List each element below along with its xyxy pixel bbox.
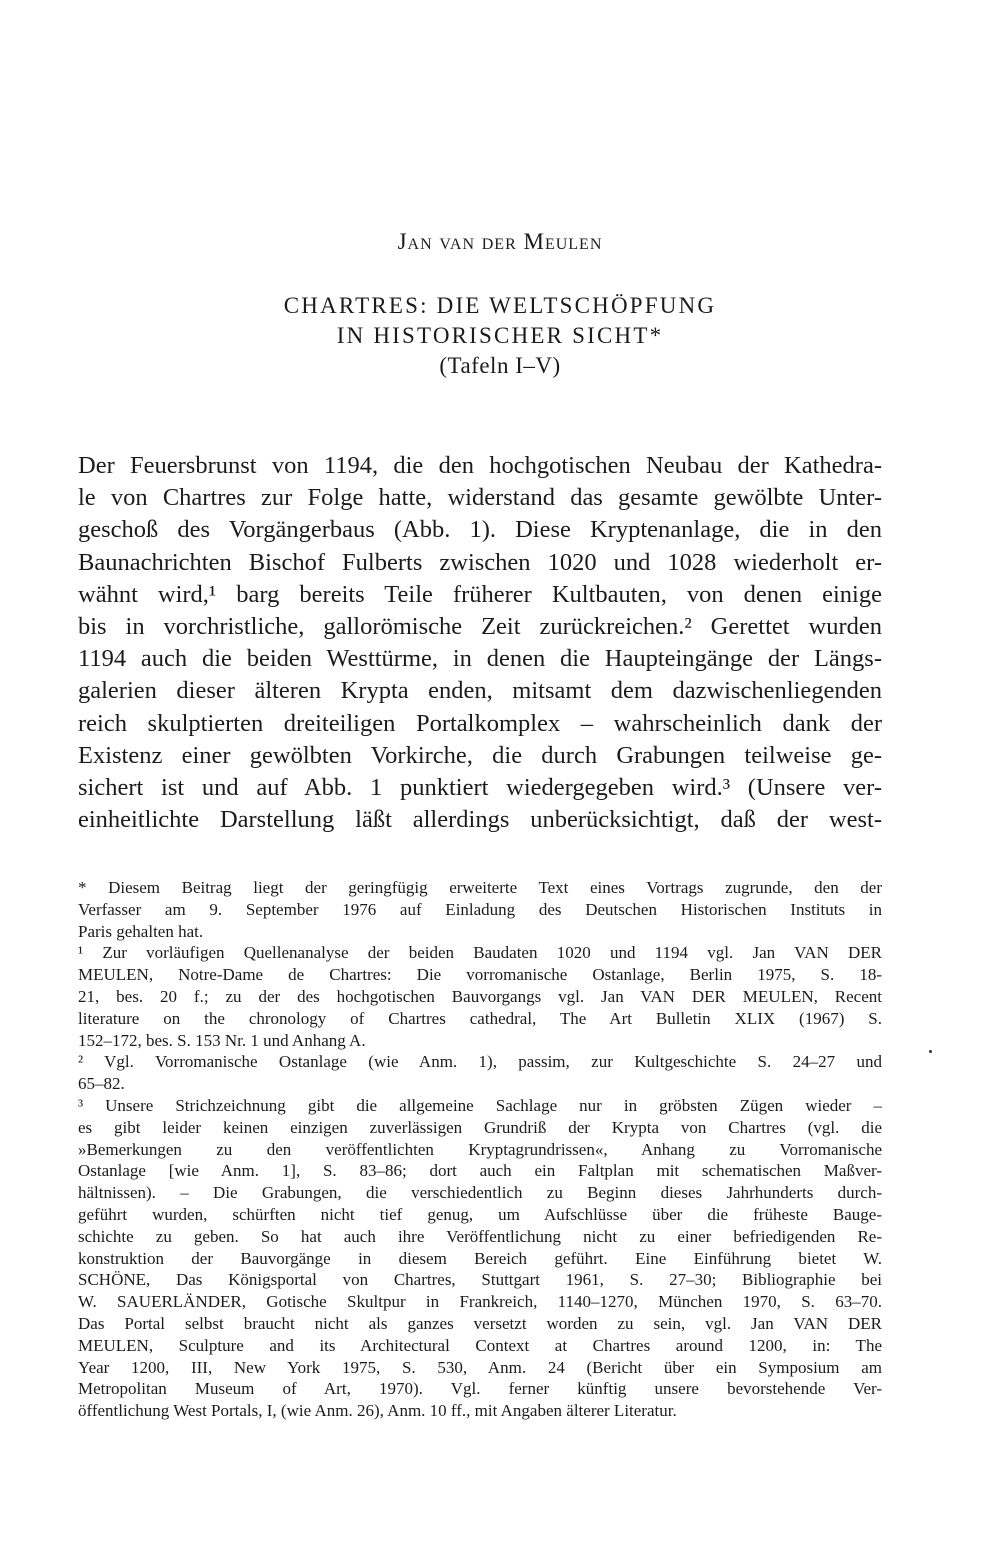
footnote-line: es gibt leider keinen einzigen zuverlässigen Grundriß der Krypta von Chartres (vgl. die <box>78 1117 882 1137</box>
body-line: 1194 auch die beiden Westtürme, in denen die Haupteingänge der Längs- <box>78 645 882 673</box>
footnote-line: Paris gehalten hat. <box>78 921 204 941</box>
footnote-line: geführt wurden, schürften nicht tief genug, um Aufschlüsse über die früheste Bauge- <box>78 1204 882 1224</box>
footnote-line: W. SAUERLÄNDER, Gotische Skultpur in Frankreich, 1140–1270, München 1970, S. 63–70. <box>78 1292 882 1312</box>
footnote-line: schichte zu geben. So hat auch ihre Veröffentlichung nicht zu einer befriedigenden Re- <box>78 1226 882 1246</box>
footnote-line: Das Portal selbst braucht nicht als ganzes versetzt worden zu sein, vgl. Jan VAN DER <box>78 1313 882 1333</box>
body-line: galerien dieser älteren Krypta enden, mitsamt dem dazwischenliegenden <box>78 677 882 705</box>
footnote-line: »Bemerkungen zu den veröffentlichten Kryptagrundrissen«, Anhang zu Vorromanische <box>78 1139 882 1159</box>
footnote-line: konstruktion der Bauvorgänge in diesem Bereich geführt. Eine Einführung bietet W. <box>78 1248 882 1268</box>
footnote-line: ³ Unsere Strichzeichnung gibt die allgemeine Sachlage nur in gröbsten Zügen wieder – <box>78 1095 882 1115</box>
body-paragraph <box>78 450 882 836</box>
body-line: Der Feuersbrunst von 1194, die den hochgotischen Neubau der Kathedra- <box>78 452 882 479</box>
body-line: wähnt wird,¹ barg bereits Teile früherer Kultbauten, von denen einige <box>78 580 882 608</box>
footnote-line: hältnissen). – Die Grabungen, die verschiedentlich zu Beginn dieses Jahrhunderts durch- <box>78 1183 882 1203</box>
footnote-line: öffentlichung West Portals, I, (wie Anm. 26), Anm. 10 ff., mit Angaben älterer Literatur. <box>78 1401 677 1421</box>
body-line: einheitlichte Darstellung läßt allerdings unberücksichtigt, daß der west- <box>78 806 882 834</box>
footnote-line: Year 1200, III, New York 1975, S. 530, Anm. 24 (Bericht über ein Symposium am <box>78 1357 882 1377</box>
footnote-line: ¹ Zur vorläufigen Quellenanalyse der beiden Baudaten 1020 und 1194 vgl. Jan VAN DER <box>78 943 882 963</box>
footnote-line: * Diesem Beitrag liegt der geringfügig erweiterte Text eines Vortrags zugrunde, den der <box>78 878 882 897</box>
footnotes <box>78 877 882 1422</box>
footnote-line: 21, bes. 20 f.; zu der des hochgotischen Bauvorgangs vgl. Jan VAN DER MEULEN, Recent <box>78 986 882 1006</box>
footnote-line: Ostanlage [wie Anm. 1], S. 83–86; dort auch ein Faltplan mit schematischen Maßver- <box>78 1161 882 1181</box>
plates-reference: (Tafeln I–V) <box>439 353 561 378</box>
footnote-line: MEULEN, Notre-Dame de Chartres: Die vorromanische Ostanlage, Berlin 1975, S. 18- <box>78 965 882 985</box>
author-name: Jan van der Meulen <box>397 229 603 254</box>
footnote-line: 65–82. <box>78 1074 125 1094</box>
body-line: sichert ist und auf Abb. 1 punktiert wiedergegeben wird.³ (Unsere ver- <box>78 773 882 801</box>
margin-speck <box>929 1050 932 1053</box>
footnote-line: SCHÖNE, Das Königsportal von Chartres, Stuttgart 1961, S. 27–30; Bibliographie bei <box>78 1270 882 1290</box>
title-line-2: IN HISTORISCHER SICHT* <box>336 323 664 348</box>
footnote-line: MEULEN, Sculpture and its Architectural Context at Chartres around 1200, in: The <box>78 1335 882 1355</box>
body-line: geschoß des Vorgängerbaus (Abb. 1). Diese Kryptenanlage, die in den <box>78 516 882 544</box>
footnote-line: ² Vgl. Vorromanische Ostanlage (wie Anm. 1), passim, zur Kultgeschichte S. 24–27 und <box>78 1052 882 1072</box>
body-line: reich skulptierten dreiteiligen Portalkomplex – wahrscheinlich dank der <box>78 709 882 737</box>
title-line-1: CHARTRES: DIE WELTSCHÖPFUNG <box>283 293 717 318</box>
body-line: Baunachrichten Bischof Fulberts zwischen 1020 und 1028 wiederholt er- <box>78 548 882 576</box>
footnote-line: 152–172, bes. S. 153 Nr. 1 und Anhang A. <box>78 1030 366 1050</box>
body-line: bis in vorchristliche, gallorömische Zeit zurückreichen.² Gerettet wurden <box>78 612 882 640</box>
footnote-line: Metropolitan Museum of Art, 1970). Vgl. ferner künftig unsere bevorstehende Ver- <box>78 1379 882 1399</box>
body-line: le von Chartres zur Folge hatte, widerstand das gesamte gewölbte Unter- <box>78 484 882 512</box>
footnote-line: literature on the chronology of Chartres cathedral, The Art Bulletin XLIX (1967) S. <box>78 1008 882 1028</box>
footnote-line: Verfasser am 9. September 1976 auf Einladung des Deutschen Historischen Instituts in <box>78 899 882 919</box>
body-line: Existenz einer gewölbten Vorkirche, die durch Grabungen teilweise ge- <box>78 741 882 769</box>
